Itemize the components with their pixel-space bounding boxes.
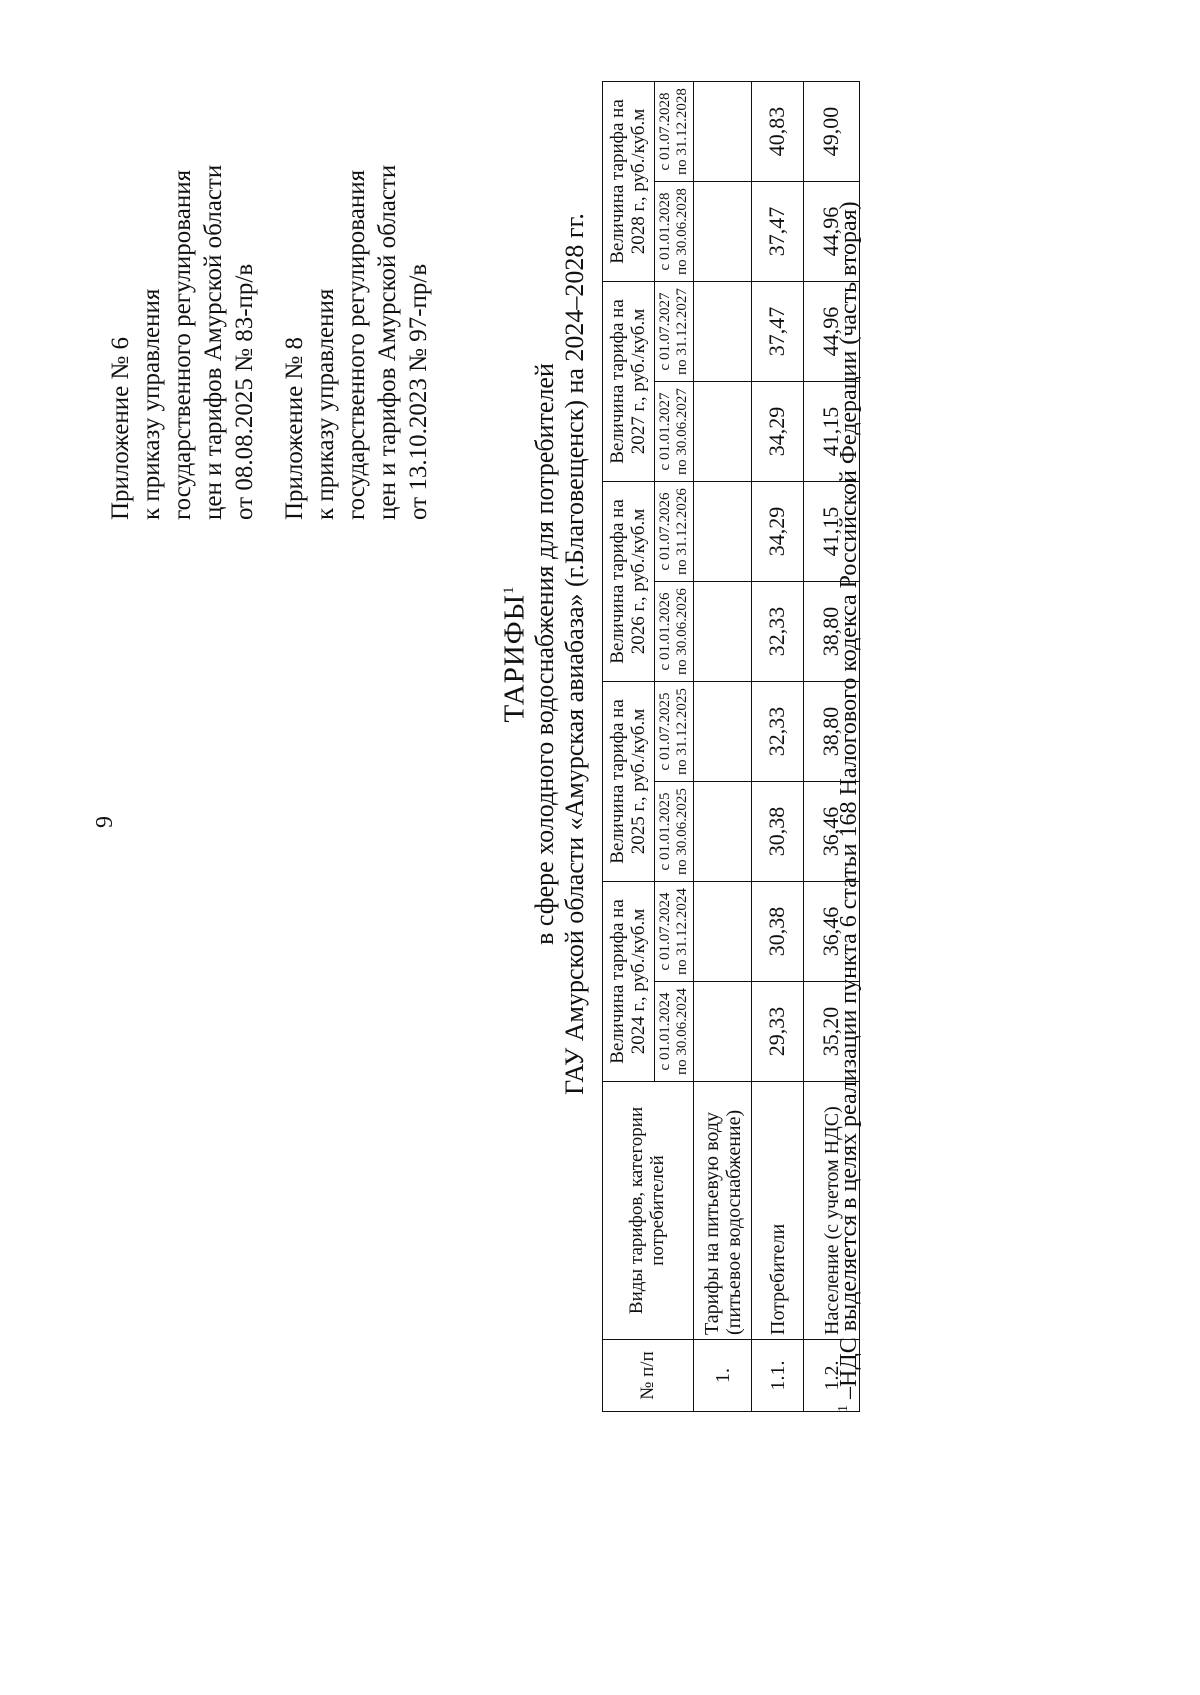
row-number: 1.2.	[804, 1340, 860, 1412]
footnote-text: –НДС выделяется в целях реализации пункта 6 статьи 168 Налогового кодекса Российской Федерации (часть вторая)	[836, 201, 862, 1405]
period-header: с 01.07.2028 по 31.12.2028	[655, 82, 694, 182]
col-type-header: Виды тарифов, категории потребителей	[603, 1082, 694, 1340]
tariff-cell: 36,46	[804, 782, 860, 882]
appendix-note-2	[279, 165, 434, 520]
tariff-cell	[694, 282, 752, 382]
period-header: с 01.01.2026 по 30.06.2026	[655, 582, 694, 682]
table-header-row	[603, 82, 655, 1412]
tariff-cell: 41,15	[804, 482, 860, 582]
tariff-cell: 30,38	[752, 882, 804, 982]
tariff-cell: 37,47	[752, 182, 804, 282]
row-label: Потребители	[752, 1082, 804, 1340]
period-header: с 01.01.2024 по 30.06.2024	[655, 982, 694, 1082]
tariff-cell	[694, 82, 752, 182]
tariff-cell: 38,80	[804, 682, 860, 782]
table-row	[694, 82, 752, 1412]
period-header: с 01.07.2026 по 31.12.2026	[655, 482, 694, 582]
year-header-2028: Величина тарифа на 2028 г., руб./куб.м	[603, 82, 655, 282]
tariff-cell	[694, 882, 752, 982]
tariff-cell: 30,38	[752, 782, 804, 882]
period-header: с 01.07.2027 по 31.12.2027	[655, 282, 694, 382]
tariff-cell: 34,29	[752, 482, 804, 582]
year-header-2026: Величина тарифа на 2026 г., руб./куб.м	[603, 482, 655, 682]
period-header: с 01.01.2027 по 30.06.2027	[655, 382, 694, 482]
tariff-cell	[694, 482, 752, 582]
row-label: Тарифы на питьевую воду (питьевое водоснабжение)	[694, 1082, 752, 1340]
appendix-2-line: государственного регулирования	[343, 169, 370, 520]
tariff-cell: 49,00	[804, 82, 860, 182]
appendix-1-line: от 08.08.2025 № 83-пр/в	[231, 263, 258, 520]
tariff-cell	[694, 782, 752, 882]
tariff-cell: 36,46	[804, 882, 860, 982]
appendix-1-line: к приказу управления	[138, 288, 165, 520]
document-title	[494, 64, 590, 1244]
tariff-cell	[694, 982, 752, 1082]
title-footnote-mark: 1	[501, 585, 517, 594]
tariff-cell	[694, 382, 752, 482]
appendix-1-line: цен и тарифов Амурской области	[200, 164, 227, 520]
period-header: с 01.01.2028 по 30.06.2028	[655, 182, 694, 282]
year-header-2025: Величина тарифа на 2025 г., руб./куб.м	[603, 682, 655, 882]
appendix-1-line: государственного регулирования	[169, 169, 196, 520]
tariff-cell: 34,29	[752, 382, 804, 482]
tariff-cell: 37,47	[752, 282, 804, 382]
row-label: Население (с учетом НДС)	[804, 1082, 860, 1340]
tariff-cell: 44,96	[804, 282, 860, 382]
period-header: с 01.07.2025 по 31.12.2025	[655, 682, 694, 782]
col-num-header: № п/п	[603, 1340, 694, 1412]
tariff-cell: 32,33	[752, 682, 804, 782]
tariff-cell: 35,20	[804, 982, 860, 1082]
appendix-1-line: Приложение № 6	[107, 336, 134, 520]
period-header: с 01.01.2025 по 30.06.2025	[655, 782, 694, 882]
footnote	[830, 201, 863, 1412]
title-line-2: в сфере холодного водоснабжения для потребителей	[529, 363, 559, 945]
table-row	[752, 82, 804, 1412]
tariff-table	[602, 81, 860, 1412]
tariff-cell	[694, 582, 752, 682]
tariff-cell	[694, 182, 752, 282]
title-line-3: ГАУ Амурской области «Амурская авиабаза» (г.Благовещенск) на 2024–2028 гг.	[559, 213, 589, 1095]
tariff-cell: 32,33	[752, 582, 804, 682]
tariff-cell: 44,96	[804, 182, 860, 282]
tariff-cell: 38,80	[804, 582, 860, 682]
appendix-2-line: к приказу управления	[312, 288, 339, 520]
footnote-mark: 1	[836, 1405, 851, 1412]
appendix-note-1	[105, 165, 260, 520]
row-number: 1.1.	[752, 1340, 804, 1412]
row-number: 1.	[694, 1340, 752, 1412]
appendix-2-line: цен и тарифов Амурской области	[374, 164, 401, 520]
period-header: с 01.07.2024 по 31.12.2024	[655, 882, 694, 982]
appendix-2-line: Приложение № 8	[281, 336, 308, 520]
title-main: ТАРИФЫ$^1$	[498, 585, 531, 723]
tariff-cell	[694, 682, 752, 782]
tariff-cell: 41,15	[804, 382, 860, 482]
tariff-cell: 40,83	[752, 82, 804, 182]
year-header-2027: Величина тарифа на 2027 г., руб./куб.м	[603, 282, 655, 482]
year-header-2024: Величина тарифа на 2024 г., руб./куб.м	[603, 882, 655, 1082]
page-number: 9	[92, 816, 118, 828]
tariff-cell: 29,33	[752, 982, 804, 1082]
appendix-2-line: от 13.10.2023 № 97-пр/в	[405, 263, 432, 520]
